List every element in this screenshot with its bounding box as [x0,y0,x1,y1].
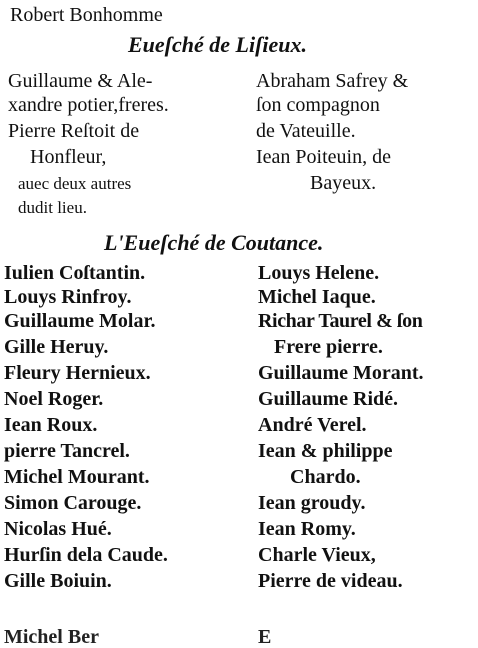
coutance-right-line-clipped: E [258,626,272,648]
coutance-left-line: Fleury Hernieux. [4,362,151,384]
section-heading-coutance: L'Eueſché de Coutance. [104,230,324,255]
coutance-left-line: Noel Roger. [4,388,104,410]
coutance-right-line: Guillaume Morant. [258,362,424,384]
coutance-right-line: André Verel. [258,414,367,436]
lisieux-left-line: Pierre Reſtoit de [8,120,140,142]
coutance-right-line: Louys Helene. [258,262,380,284]
lisieux-left-line: Guillaume & Ale- [8,70,153,92]
coutance-right-line: Iean groudy. [258,492,366,514]
lisieux-left-line: xandre potier,freres. [8,94,169,116]
coutance-left-line-clipped: Michel Ber [4,626,99,648]
top-line-name: Robert Bonhomme [10,4,163,26]
coutance-right-line: Richar Taurel & ſon [258,310,423,332]
coutance-left-line: Simon Carouge. [4,492,142,514]
coutance-right-line: Chardo. [290,466,361,488]
coutance-left-line: pierre Tancrel. [4,440,130,462]
coutance-left-line: Gille Heruy. [4,336,109,358]
coutance-right-line: Charle Vieux, [258,544,376,566]
coutance-right-line: Guillaume Ridé. [258,388,399,410]
coutance-left-line: Gille Boiuin. [4,570,112,592]
coutance-right-line: Pierre de videau. [258,570,403,592]
lisieux-right-line: de Vateuille. [256,120,356,142]
lisieux-left-line: dudit lieu. [18,198,87,217]
coutance-left-line: Iean Roux. [4,414,98,436]
coutance-left-line: Nicolas Hué. [4,518,112,540]
coutance-left-line: Hurſin dela Caude. [4,544,168,566]
lisieux-right-line: Iean Poiteuin, de [256,146,391,168]
coutance-right-line: Michel Iaque. [258,286,376,308]
coutance-left-line: Louys Rinfroy. [4,286,132,308]
section-heading-lisieux: Eueſché de Liſieux. [128,32,308,57]
coutance-right-line: Frere pierre. [274,336,383,358]
coutance-left-line: Michel Mourant. [4,466,150,488]
lisieux-right-line: Abraham Safrey & [256,70,409,92]
lisieux-right-line: Bayeux. [310,172,377,194]
coutance-left-line: Guillaume Molar. [4,310,156,332]
lisieux-left-line: auec deux autres [18,174,132,193]
lisieux-left-line: Honfleur, [30,146,107,168]
coutance-right-line: Iean & philippe [258,440,393,462]
coutance-left-line: Iulien Coſtantin. [4,262,146,284]
coutance-right-line: Iean Romy. [258,518,356,540]
lisieux-right-line: ſon compagnon [256,94,380,116]
